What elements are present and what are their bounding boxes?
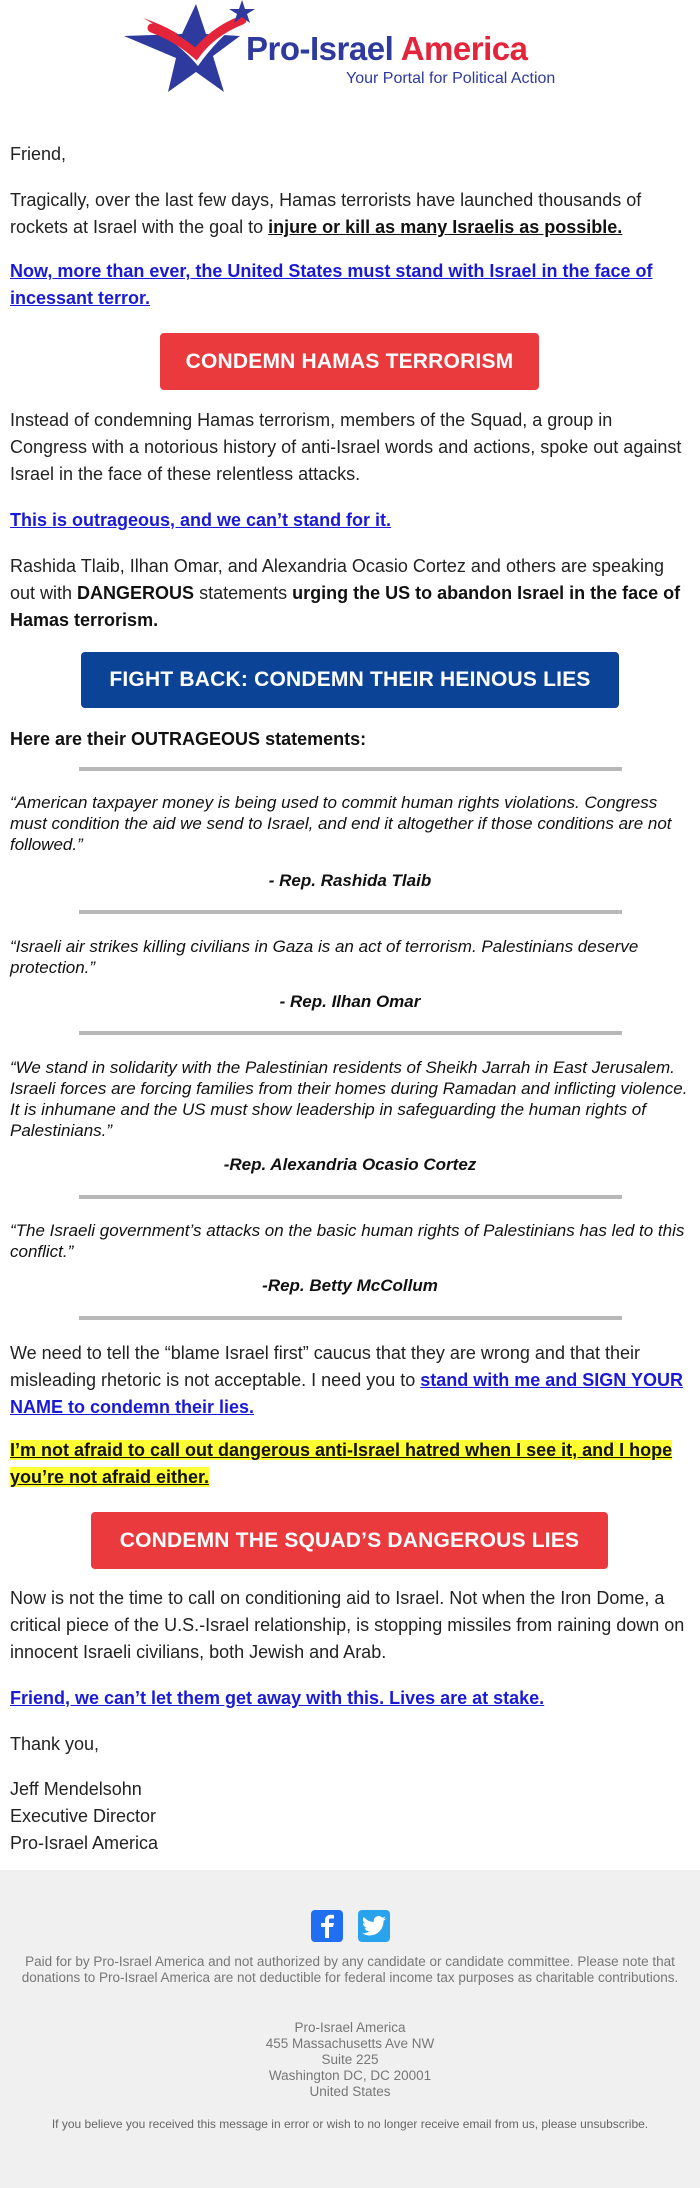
stand-with-israel-link[interactable]: Now, more than ever, the United States must stand with Israel in the face of incessant terror. (10, 261, 653, 308)
address-line: Suite 225 (321, 2052, 379, 2067)
address-line: United States (309, 2084, 391, 2099)
emphasis-abandon: urging the US to abandon Israel in the face of Hamas terrorism. (10, 583, 681, 630)
paragraph-text: Tragically, over the last few days, Hamas terrorists have launched thousands of rockets at Israel with the goal to (10, 190, 642, 237)
statements-intro: Here are their OUTRAGEOUS statements: (10, 729, 367, 749)
quote-text-tlaib: “American taxpayer money is being used to commit human rights violations. Congress must condition the aid we send to Israel, and end it altogether if those conditions are not followed.” (10, 793, 672, 854)
condemn-squad-button[interactable]: CONDEMN THE SQUAD’S DANGEROUS LIES (91, 1512, 608, 1569)
address-line: 455 Massachusetts Ave NW (265, 2036, 435, 2051)
quote-text-omar: “Israeli air strikes killing civilians in Gaza is an act of terrorism. Palestinians deserve protection.” (10, 937, 639, 977)
paragraph-iron-dome: Now is not the time to call on conditioning aid to Israel. Not when the Iron Dome, a critical piece of the U.S.-Israel relationship, is stopping missiles from raining down on innocent Israeli civilians, both Jewish and Arab. (10, 1588, 685, 1662)
link-lives-at-stake[interactable] (10, 1685, 688, 1712)
emphasis-dangerous: DANGEROUS (77, 583, 195, 603)
thanks: Thank you, (10, 1734, 100, 1754)
paragraph-blame-israel (10, 1340, 688, 1421)
address-line: Washington DC, DC 20001 (268, 2068, 432, 2083)
lives-at-stake-link[interactable]: Friend, we can’t let them get away with this. Lives are at stake. (10, 1688, 545, 1708)
quote-text-mccollum: “The Israeli government’s attacks on the basic human rights of Palestinians has led to this conflict.” (10, 1221, 685, 1261)
quote-text-aoc: “We stand in solidarity with the Palestinian residents of Sheikh Jarrah in East Jerusalem. Israeli forces are forcing families from their homes during Ramadan and inflicting violence. It is inhumane and the US must show leadership in safeguarding the human rights of Palestinians.” (10, 1058, 688, 1140)
quote-author-mccollum: -Rep. Betty McCollum (262, 1276, 438, 1295)
sign-your-name-link[interactable]: stand with me and SIGN YOUR NAME to condemn their lies. (10, 1370, 683, 1417)
brand-name (246, 30, 527, 68)
twitter-icon[interactable] (358, 1910, 390, 1942)
divider (79, 767, 622, 771)
divider (79, 1195, 622, 1199)
signature-title: Executive Director (10, 1806, 157, 1826)
mailing-address (0, 2020, 700, 2100)
link-stand-with-israel[interactable] (10, 258, 688, 312)
highlight-link[interactable]: I’m not afraid to call out dangerous anti-Israel hatred when I see it, and I hope you’re not afraid either. (10, 1440, 673, 1487)
tagline: Your Portal for Political Action (346, 70, 556, 87)
paragraph-dangerous-statements (10, 553, 688, 634)
facebook-icon[interactable] (311, 1910, 343, 1942)
greeting: Friend, (10, 144, 67, 164)
condemn-hamas-button[interactable]: CONDEMN HAMAS TERRORISM (160, 333, 539, 390)
address-line: Pro-Israel America (294, 2020, 406, 2035)
quote-author-aoc: -Rep. Alexandria Ocasio Cortez (223, 1155, 477, 1174)
highlighted-statement[interactable] (10, 1437, 688, 1491)
link-outrageous[interactable] (10, 507, 688, 534)
quote-author-omar: - Rep. Ilhan Omar (279, 992, 421, 1011)
paragraph-text: statements (194, 583, 293, 603)
brand-part-america: America (400, 30, 528, 67)
disclaimer: Paid for by Pro-Israel America and not authorized by any candidate or candidate committee. Please note that donations to Pro-Israel America are not deductible for federal income tax purposes as charitable contributions. (21, 1954, 679, 1985)
star-logo-icon (118, 0, 258, 100)
divider (79, 1316, 622, 1320)
paragraph-text: We need to tell the “blame Israel first” caucus that they are wrong and that their misleading rhetoric is not acceptable. I need you to (10, 1343, 640, 1390)
divider (79, 1031, 622, 1035)
outrageous-link[interactable]: This is outrageous, and we can’t stand for it. (10, 510, 392, 530)
paragraph-hamas-rockets (10, 187, 688, 241)
unsubscribe-text[interactable]: If you believe you received this message in error or wish to no longer receive email from us, please unsubscribe. (51, 2117, 649, 2131)
signature-name: Jeff Mendelsohn (10, 1779, 142, 1799)
signature-org: Pro-Israel America (10, 1833, 159, 1853)
fight-back-button[interactable]: FIGHT BACK: CONDEMN THEIR HEINOUS LIES (81, 652, 619, 708)
brand-part-pro-israel: Pro-Israel (246, 30, 394, 67)
quote-author-tlaib: - Rep. Rashida Tlaib (268, 871, 432, 890)
emphasis-text: injure or kill as many Israelis as possible. (268, 217, 623, 237)
email-header (0, 0, 700, 135)
paragraph-text: Rashida Tlaib, Ilhan Omar, and Alexandria Ocasio Cortez and others are speaking out with (10, 556, 665, 603)
email-footer (0, 1870, 700, 2188)
paragraph-squad: Instead of condemning Hamas terrorism, members of the Squad, a group in Congress with a notorious history of anti-Israel words and actions, spoke out against Israel in the face of these relentless attacks. (10, 410, 682, 484)
divider (79, 910, 622, 914)
